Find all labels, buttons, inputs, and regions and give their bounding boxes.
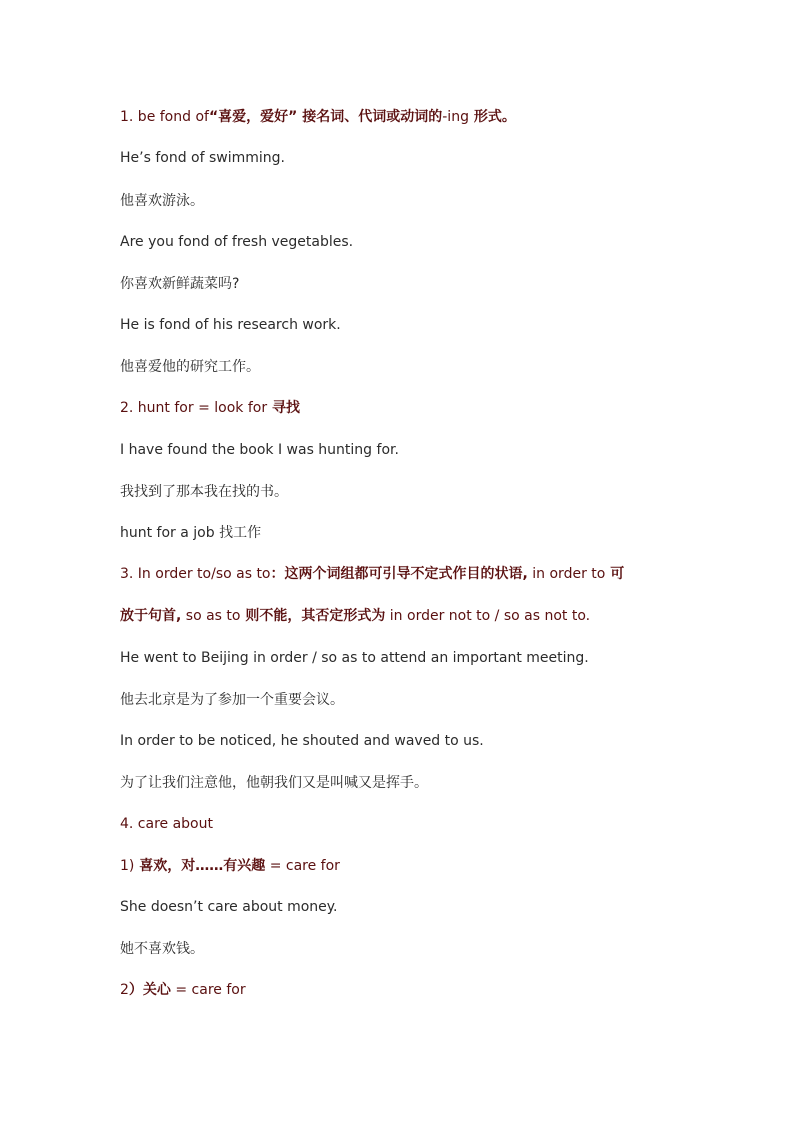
heading-phrase: = care for	[170, 982, 246, 998]
example-cn: 他喜欢游泳。	[120, 193, 204, 209]
example-en: I have found the book I was hunting for.	[120, 442, 399, 458]
subsection-2-heading	[120, 981, 246, 999]
heading-phrase: 3. In order to/so as to	[120, 566, 271, 582]
heading-phrase: 4. care about	[120, 816, 213, 832]
heading-phrase: = care for	[265, 858, 340, 874]
heading-phrase: 1. be fond of	[120, 109, 209, 125]
example-en: He’s fond of swimming.	[120, 150, 285, 166]
example-cn: 他去北京是为了参加一个重要会议。	[120, 692, 344, 708]
section-3-heading-continued	[120, 607, 590, 625]
example-en: She doesn’t care about money.	[120, 899, 338, 915]
example-cn: 为了让我们注意他，他朝我们又是叫喊又是挥手。	[120, 775, 428, 791]
heading-phrase: so as to	[181, 608, 241, 624]
heading-explanation: “喜爱，爱好” 接名词、代词或动词的	[208, 109, 443, 125]
heading-phrase: -ing	[442, 109, 469, 125]
example-en: He is fond of his research work.	[120, 317, 341, 333]
section-3-heading	[120, 565, 624, 583]
example-cn: 她不喜欢钱。	[120, 941, 204, 957]
heading-explanation: 放于句首,	[120, 608, 182, 624]
heading-explanation: 则不能，其否定形式为	[240, 608, 386, 624]
example-cn: 你喜欢新鲜蔬菜吗?	[120, 276, 240, 292]
heading-phrase: 2. hunt for = look for	[120, 400, 268, 416]
section-2-heading	[120, 399, 300, 417]
subsection-1-heading	[120, 857, 340, 875]
heading-explanation: 可	[605, 566, 625, 582]
sub-number: 2	[120, 982, 129, 998]
heading-explanation: ：这两个词组都可引导不定式作目的状语,	[270, 566, 528, 582]
heading-explanation: 寻找	[267, 400, 300, 416]
example-mixed: hunt for a job 找工作	[120, 525, 262, 541]
heading-explanation: ）关心	[128, 982, 171, 998]
sub-number: 1)	[120, 858, 135, 874]
example-en: Are you fond of fresh vegetables.	[120, 234, 354, 250]
example-cn: 他喜爱他的研究工作。	[120, 359, 260, 375]
section-1-heading	[120, 108, 516, 126]
example-en: In order to be noticed, he shouted and waved to us.	[120, 733, 484, 749]
example-cn: 我找到了那本我在找的书。	[120, 484, 288, 500]
example-en: He went to Beijing in order / so as to attend an important meeting.	[120, 650, 589, 666]
heading-phrase: in order to	[527, 566, 606, 582]
section-4-heading	[120, 815, 213, 833]
heading-explanation: 形式。	[468, 109, 516, 125]
heading-explanation: 喜欢，对……有兴趣	[134, 858, 266, 874]
heading-phrase: in order not to / so as not to.	[385, 608, 591, 624]
